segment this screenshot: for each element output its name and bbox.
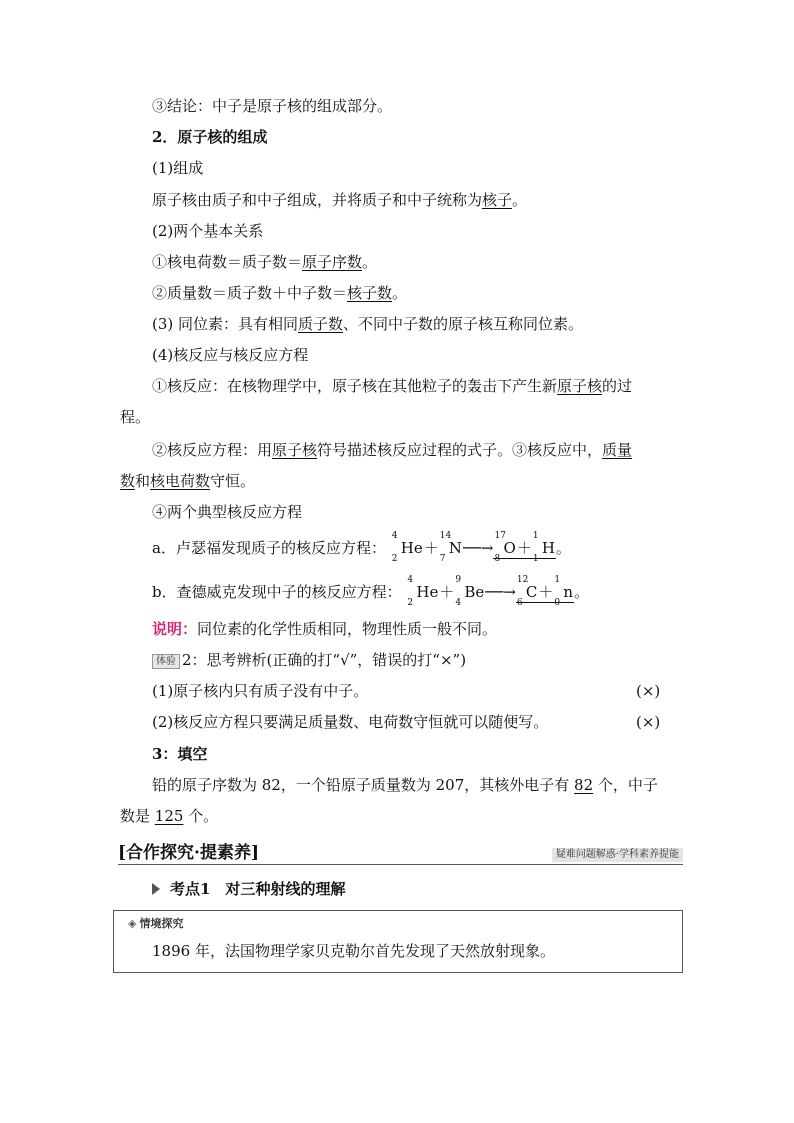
nuclide-helium: 4 2 He xyxy=(407,575,439,608)
keypoint-heading xyxy=(152,879,345,899)
plus-sign: ＋ xyxy=(423,539,439,557)
nuclide-carbon: 12 6 C xyxy=(516,575,538,608)
note-label: 说明： xyxy=(152,620,198,638)
note-line xyxy=(152,619,497,639)
nuclide-neutron: 1 0 n xyxy=(554,575,574,608)
text-fragment: 个。 xyxy=(183,807,219,825)
rutherford-equation xyxy=(152,531,571,564)
plus-sign: ＋ xyxy=(516,539,532,557)
judge-answer-2: (×) xyxy=(636,713,661,731)
nuclide-oxygen: 17 8 O xyxy=(494,531,516,564)
reaction-arrow: ──→ xyxy=(485,583,516,601)
blank-answer: 原子核 xyxy=(272,441,318,459)
text-fragment: ①核电荷数＝质子数＝ xyxy=(152,253,303,271)
subheading-composition: (1)组成 xyxy=(152,159,204,177)
blank-answer: 原子序数 xyxy=(302,253,363,271)
blank-answer: 82 xyxy=(574,776,594,794)
text-fragment: ②核反应方程：用 xyxy=(152,441,273,459)
blank-answer: 数 xyxy=(120,472,136,490)
section-subtitle: 疑难问题解惑·学科素养提能 xyxy=(552,848,683,862)
keypoint-text: 考点1 对三种射线的理解 xyxy=(170,880,346,898)
section-header xyxy=(118,843,683,865)
nuclide-hydrogen: 1 1 H xyxy=(532,531,555,564)
scenario-box xyxy=(113,910,683,973)
text-fragment: 。 xyxy=(512,191,528,209)
text-fragment: 同位素的化学性质相同，物理性质一般不同。 xyxy=(197,620,498,638)
composition-text xyxy=(152,190,527,210)
practice-tag: 体验 xyxy=(152,654,180,669)
isotope-definition xyxy=(152,314,583,334)
blank-answer: 核电荷数 xyxy=(150,472,211,490)
fill-blank-text-cont xyxy=(120,806,218,826)
scenario-icon: ◈ xyxy=(128,917,137,930)
subheading-typical-equations: ④两个典型核反应方程 xyxy=(152,503,303,521)
reaction-arrow: ──→ xyxy=(462,539,494,557)
nuclide-beryllium: 9 4 Be xyxy=(455,575,485,608)
subheading-relations: (2)两个基本关系 xyxy=(152,222,264,240)
text-fragment: 。 xyxy=(362,253,378,271)
text-fragment: ②质量数＝质子数＋中子数＝ xyxy=(152,284,348,302)
nuclear-reaction-text-cont: 程。 xyxy=(120,408,151,426)
chadwick-equation xyxy=(152,575,590,608)
plus-sign: ＋ xyxy=(439,583,455,601)
practice-heading xyxy=(152,650,466,670)
nuclide-nitrogen: 14 7 N xyxy=(439,531,462,564)
text-fragment: 。 xyxy=(392,284,408,302)
text-fragment: 、不同中子数的原子核互称同位素。 xyxy=(343,315,584,333)
judge-item-2: (2)核反应方程只要满足质量数、电荷数守恒就可以随便写。 xyxy=(152,713,549,731)
triangle-icon xyxy=(152,883,160,895)
text-fragment: 。 xyxy=(574,583,590,601)
text-fragment: 和 xyxy=(135,472,151,490)
blank-answer-products xyxy=(516,575,574,608)
text-fragment: ①核反应：在核物理学中，原子核在其他粒子的轰击下产生新 xyxy=(152,377,558,395)
equation-definition xyxy=(152,440,632,460)
conclusion-line: ③结论：中子是原子核的组成部分。 xyxy=(152,97,393,115)
blank-answer: 质量 xyxy=(602,441,633,459)
heading-nucleus-composition: 2．原子核的组成 xyxy=(152,128,268,146)
equation-definition-cont xyxy=(120,471,255,491)
text-fragment: 符号描述核反应过程的式子。③核反应中， xyxy=(317,441,603,459)
nuclide-helium: 4 2 He xyxy=(391,531,423,564)
scenario-label xyxy=(128,915,183,931)
subheading-nuclear-reaction: (4)核反应与核反应方程 xyxy=(152,346,309,364)
fill-blank-heading: 3：填空 xyxy=(152,745,208,763)
nuclear-reaction-text xyxy=(152,376,632,396)
blank-answer: 核子 xyxy=(482,191,513,209)
text-fragment: 个，中子 xyxy=(593,776,658,794)
blank-answer: 125 xyxy=(154,807,184,825)
text-fragment: b．查德威克发现中子的核反应方程： xyxy=(152,583,402,601)
text-fragment: 数是 xyxy=(120,807,155,825)
text-fragment: 原子核由质子和中子组成，并将质子和中子统称为 xyxy=(152,191,483,209)
blank-answer: 核子数 xyxy=(347,284,393,302)
scenario-text: 1896 年，法国物理学家贝克勒尔首先发现了天然放射现象。 xyxy=(152,942,555,960)
text-fragment: 守恒。 xyxy=(210,472,256,490)
text-fragment: 铅的原子序数为 82，一个铅原子质量数为 207，其核外电子有 xyxy=(152,776,575,794)
judge-item-1: (1)原子核内只有质子没有中子。 xyxy=(152,682,369,700)
section-title: [合作探究·提素养] xyxy=(118,843,260,863)
text-fragment: 2：思考辨析(正确的打“√”，错误的打“×”) xyxy=(182,651,467,669)
scenario-label-text: 情境探究 xyxy=(139,917,184,930)
blank-answer: 质子数 xyxy=(298,315,344,333)
text-fragment: (3) 同位素：具有相同 xyxy=(152,315,299,333)
judge-answer-1: (×) xyxy=(636,682,661,700)
text-fragment: 。 xyxy=(555,539,571,557)
blank-answer: 原子核 xyxy=(557,377,603,395)
text-fragment: a．卢瑟福发现质子的核反应方程： xyxy=(152,539,386,557)
relation-1 xyxy=(152,252,377,272)
relation-2 xyxy=(152,283,407,303)
fill-blank-text xyxy=(152,775,658,795)
plus-sign: ＋ xyxy=(538,583,554,601)
blank-answer-products xyxy=(493,531,555,564)
text-fragment: 的过 xyxy=(602,377,633,395)
